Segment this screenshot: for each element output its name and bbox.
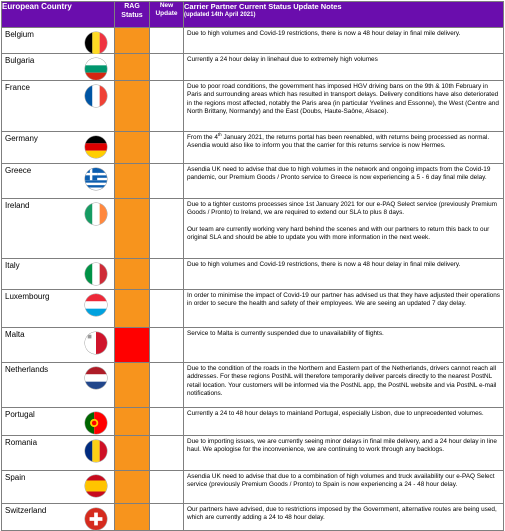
status-notes xyxy=(184,363,504,408)
status-notes xyxy=(184,132,504,164)
note-paragraph: Our partners have advised, due to restrictions imposed by the Government, alternative routes are being used, which are currently adding a 24 to 48 hour delay. xyxy=(187,506,497,522)
note-paragraph: From the 4th January 2021, the returns portal has been reenabled, with returns being processed as normal. Asendia would also like to inform you that the carrier for this returns service is now Hermes. xyxy=(187,131,490,150)
rag-status-amber xyxy=(115,504,150,531)
header-notes-title: Carrier Partner Current Status Update Notes xyxy=(184,2,342,11)
new-update-cell xyxy=(150,504,184,531)
note-paragraph: Due to high volumes and Covid-19 restrictions, there is now a 48 hour delay in final mile delivery. xyxy=(187,30,461,37)
table-row xyxy=(2,164,504,199)
new-update-cell xyxy=(150,28,184,54)
new-update-cell xyxy=(150,199,184,259)
greece-flag-icon xyxy=(85,168,107,190)
note-paragraph: Asendia UK need to advise that due to high volumes in the network and ongoing impacts from the Covid-19 pandemic, our Premium Goods / Pronto service to Greece is now experiencing a 5 - 6 day final mile delay. xyxy=(187,166,491,182)
rag-status-amber xyxy=(115,408,150,436)
country-name: Bulgaria xyxy=(5,56,35,65)
table-row xyxy=(2,363,504,408)
note-paragraph: Asendia UK need to advise that due to a combination of high volumes and truck availability our e-PAQ Select service (previously Premium Goods / Pronto) to Spain is now experiencing a 24 - 48 hour delay. xyxy=(187,473,495,489)
status-notes xyxy=(184,164,504,199)
country-name: Spain xyxy=(5,473,26,482)
portugal-flag-icon xyxy=(85,412,107,434)
new-update-cell xyxy=(150,81,184,132)
new-update-cell xyxy=(150,164,184,199)
rag-status-amber xyxy=(115,363,150,408)
status-notes xyxy=(184,81,504,132)
table-row xyxy=(2,504,504,531)
country-cell xyxy=(2,436,115,471)
country-cell xyxy=(2,363,115,408)
switzerland-flag-icon xyxy=(85,508,107,530)
new-update-cell xyxy=(150,328,184,363)
header-new-update: New Update xyxy=(150,2,184,28)
note-paragraph: Due to a tighter customs processes since 1st January 2021 for our e-PAQ Select service (previously Premium Goods / Pronto) to Ireland, we are required to extend our SLA to plus 8 days. xyxy=(187,201,497,217)
table-row xyxy=(2,436,504,471)
country-cell xyxy=(2,504,115,531)
status-notes xyxy=(184,54,504,81)
table-row xyxy=(2,132,504,164)
rag-status-amber xyxy=(115,436,150,471)
country-cell xyxy=(2,28,115,54)
belgium-flag-icon xyxy=(85,32,107,54)
table-row xyxy=(2,408,504,436)
germany-flag-icon xyxy=(85,136,107,158)
note-paragraph: Due to importing issues, we are currently seeing minor delays in final mile delivery, and a 24 hour delay in line haul. We apologise for the inconvenience, we are continuing to work through any backlogs. xyxy=(187,438,497,454)
country-cell xyxy=(2,164,115,199)
table-row xyxy=(2,259,504,290)
country-name: Greece xyxy=(5,166,32,175)
note-paragraph: Service to Malta is currently suspended due to unavailability of flights. xyxy=(187,330,384,337)
status-notes xyxy=(184,408,504,436)
rag-status-amber xyxy=(115,471,150,504)
romania-flag-icon xyxy=(85,440,107,462)
ireland-flag-icon xyxy=(85,203,107,225)
country-cell xyxy=(2,408,115,436)
new-update-cell xyxy=(150,471,184,504)
table-row xyxy=(2,328,504,363)
status-notes xyxy=(184,259,504,290)
netherlands-flag-icon xyxy=(85,367,107,389)
note-paragraph: In order to minimise the impact of Covid-19 our partner has advised us that they have adjusted their operations in order to secure the health and safety of their employees. We are seeing an updated 7 day delay. xyxy=(187,292,500,308)
country-name: France xyxy=(5,83,30,92)
country-name: Malta xyxy=(5,330,25,339)
rag-status-amber xyxy=(115,199,150,259)
country-cell xyxy=(2,259,115,290)
status-notes xyxy=(184,471,504,504)
country-name: Belgium xyxy=(5,30,34,39)
table-row xyxy=(2,28,504,54)
status-notes xyxy=(184,436,504,471)
rag-status-amber xyxy=(115,81,150,132)
note-paragraph: Due to poor road conditions, the government has imposed HGV driving bans on the 9th & 10th February in Paris and surrounding areas which has resulted in transport delays. Delivery conditions have also deteriorated in the regions most affected, notably the Paris area (in particular Yvelines and Essonne), the West (Centre and North Brittany, Normandy) and the East (Doubs, Haute-Saône, Alsace). xyxy=(187,83,499,115)
country-name: Romania xyxy=(5,438,38,447)
status-notes xyxy=(184,28,504,54)
header-country: European Country xyxy=(2,2,115,28)
note-paragraph: Due to the condition of the roads in the Northern and Eastern part of the Netherlands, drivers cannot reach all addresses. For these regions PostNL will therefore temporarily deliver parcels directly to the nearest PostNL retail location. Your customers will be informed via the PostNL app, the PostNL website and via PostNL e-mail notifications. xyxy=(187,365,497,397)
new-update-cell xyxy=(150,259,184,290)
new-update-cell xyxy=(150,363,184,408)
country-cell xyxy=(2,471,115,504)
table-row xyxy=(2,199,504,259)
country-name: Portugal xyxy=(5,410,35,419)
new-update-cell xyxy=(150,408,184,436)
country-name: Luxembourg xyxy=(5,292,50,301)
table-row xyxy=(2,54,504,81)
new-update-cell xyxy=(150,436,184,471)
note-paragraph: Due to high volumes and Covid-19 restrictions, there is now a 48 hour delay in final mile delivery. xyxy=(187,261,461,268)
country-cell xyxy=(2,81,115,132)
table-row xyxy=(2,81,504,132)
france-flag-icon xyxy=(85,85,107,107)
status-table xyxy=(1,1,504,531)
country-cell xyxy=(2,132,115,164)
country-name: Ireland xyxy=(5,201,30,210)
table-row xyxy=(2,290,504,328)
rag-status-amber xyxy=(115,54,150,81)
malta-flag-icon xyxy=(85,332,107,354)
status-notes xyxy=(184,199,504,259)
country-cell xyxy=(2,328,115,363)
rag-status-amber xyxy=(115,259,150,290)
header-notes xyxy=(184,2,504,28)
country-cell xyxy=(2,54,115,81)
note-paragraph: Currently a 24 hour delay in linehaul due to extremely high volumes xyxy=(187,56,378,63)
rag-status-amber xyxy=(115,164,150,199)
note-paragraph: Currently a 24 to 48 hour delays to mainland Portugal, especially Lisbon, due to unprecedented volumes. xyxy=(187,410,484,417)
status-notes xyxy=(184,504,504,531)
status-notes xyxy=(184,290,504,328)
status-notes xyxy=(184,328,504,363)
country-name: Switzerland xyxy=(5,506,47,515)
italy-flag-icon xyxy=(85,263,107,285)
country-cell xyxy=(2,290,115,328)
new-update-cell xyxy=(150,132,184,164)
spain-flag-icon xyxy=(85,475,107,497)
new-update-cell xyxy=(150,290,184,328)
new-update-cell xyxy=(150,54,184,81)
rag-status-red xyxy=(115,328,150,363)
luxembourg-flag-icon xyxy=(85,294,107,316)
rag-status-amber xyxy=(115,28,150,54)
note-paragraph: Our team are currently working very hard behind the scenes and with our partners to return this back to our original SLA and should be able to update you with more information in the next week. xyxy=(187,225,490,241)
table-row xyxy=(2,471,504,504)
rag-status-amber xyxy=(115,132,150,164)
header-row xyxy=(2,2,504,28)
country-name: Germany xyxy=(5,134,38,143)
country-name: Italy xyxy=(5,261,20,270)
bulgaria-flag-icon xyxy=(85,58,107,80)
country-cell xyxy=(2,199,115,259)
rag-status-amber xyxy=(115,290,150,328)
country-name: Netherlands xyxy=(5,365,49,374)
header-notes-subtitle: (updated 14th April 2021) xyxy=(184,12,256,18)
header-rag-status: RAG Status xyxy=(115,2,150,28)
